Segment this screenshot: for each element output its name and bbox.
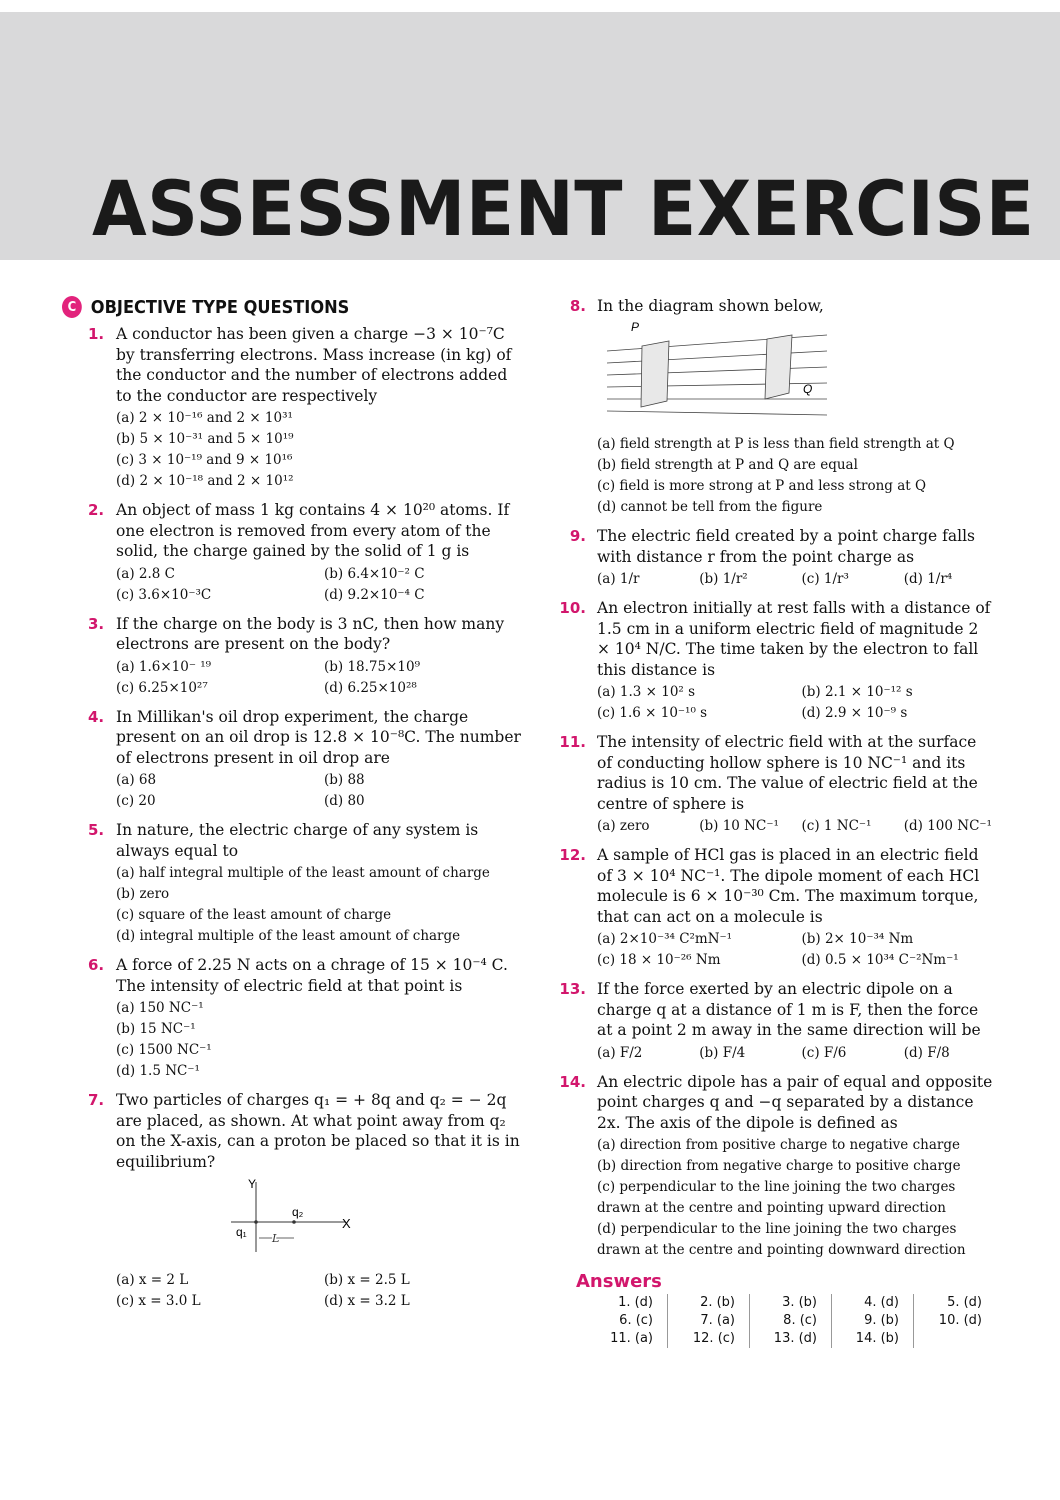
options [116,863,522,947]
answer-item: 6. (c) [619,1313,653,1328]
q1-charge-dot [254,1220,258,1224]
q2-label: q₂ [292,1205,304,1219]
option-a: (a) direction from positive charge to negative charge [597,1137,960,1153]
question-number: 2. [88,501,105,519]
question-3 [62,614,522,699]
options [116,657,522,699]
q2-charge-dot [292,1220,296,1224]
question-number: 9. [569,527,586,545]
options [597,929,996,971]
question-number: 14. [559,1072,586,1091]
option-a: (a) 1/r [597,571,640,587]
option-a: (a) 1.3 × 10² s [597,684,696,700]
option-d: (d) 80 [324,793,365,809]
answer-item: 3. (b) [782,1295,817,1310]
left-column [62,296,522,1320]
answers-grid [586,1294,996,1348]
option-b: (b) x = 2.5 L [324,1271,410,1288]
option-d: (d) 0.5 × 10³⁴ C⁻²Nm⁻¹ [801,952,959,968]
charges-axis-figure [116,1176,376,1256]
page-title: ASSESSMENT EXERCISE [92,164,1035,253]
option-a: (a) field strength at P is less than field strength at Q [597,436,955,452]
options [116,408,522,492]
question-7 [62,1090,522,1312]
option-a: (a) half integral multiple of the least amount of charge [116,865,490,881]
question-text: An object of mass 1 kg contains 4 × 10²⁰ atoms. If one electron is removed from every atom of the solid, the charge gained by the solid of 1 g is [116,501,510,560]
question-text: A force of 2.25 N acts on a chrage of 15 × 10⁻⁴ C. The intensity of electric field at that point is [116,956,508,995]
question-text: An electric dipole has a pair of equal and opposite point charges q and −q separated by a distance 2x. The axis of the dipole is defined as [597,1072,993,1132]
question-12 [556,845,996,971]
distance-label: L [272,1232,280,1245]
option-a: (a) x = 2 L [116,1271,189,1288]
question-text: The intensity of electric field with at the surface of conducting hollow sphere is 10 NC⁻¹ and its radius is 10 cm. The value of electric field at the centre of sphere is [597,733,978,813]
option-b: (b) 2.1 × 10⁻¹² s [801,684,913,700]
option-d: (d) cannot be tell from the figure [597,499,823,515]
option-a: (a) F/2 [597,1044,643,1061]
question-2 [62,500,522,606]
option-a: (a) 1.6×10⁻ ¹⁹ [116,658,212,675]
answer-item: 14. (b) [855,1331,899,1346]
option-c: (c) 3.6×10⁻³C [116,586,212,603]
option-a: (a) 150 NC⁻¹ [116,1000,204,1016]
question-text: In the diagram shown below, [597,297,824,315]
question-number: 12. [559,846,586,864]
section-c-icon: C [62,296,82,318]
right-column [556,296,996,1348]
question-6 [62,955,522,1082]
answer-item: 8. (c) [783,1313,817,1328]
option-c: (c) 1/r³ [801,571,849,587]
option-d: (d) integral multiple of the least amount of charge [116,928,461,944]
question-number: 5. [88,821,105,839]
answer-item: 2. (b) [700,1295,735,1310]
option-c: (c) 1.6 × 10⁻¹⁰ s [597,705,708,721]
field-lines-figure [597,321,837,421]
question-number: 1. [88,325,105,343]
option-c: (c) field is more strong at P and less strong at Q [597,478,927,494]
answers-column [832,1294,914,1348]
options [116,770,522,812]
y-axis-label: Y [248,1177,257,1191]
option-c: (c) 6.25×10²⁷ [116,679,208,696]
option-d: (d) 1.5 NC⁻¹ [116,1063,200,1079]
answer-item: 4. (d) [864,1295,899,1310]
question-9 [556,526,996,590]
q1-label: q₁ [236,1225,247,1239]
answer-item: 1. (d) [618,1295,653,1310]
options [116,564,522,606]
options [597,569,996,590]
option-b: (b) direction from negative charge to positive charge [597,1158,961,1174]
answer-item: 10. (d) [938,1313,982,1328]
option-b: (b) 88 [324,772,365,788]
section-heading [62,296,476,318]
option-b: (b) 5 × 10⁻³¹ and 5 × 10¹⁹ [116,431,294,447]
section-heading-text: OBJECTIVE TYPE QUESTIONS [90,296,350,318]
option-b: (b) zero [116,886,170,902]
question-number: 8. [569,297,586,315]
option-d: (d) 2.9 × 10⁻⁹ s [801,705,908,721]
question-4 [62,707,522,813]
question-text: In nature, the electric charge of any system is always equal to [116,821,479,860]
question-number: 6. [88,956,105,974]
option-c: (c) 20 [116,793,156,809]
options [597,1135,996,1261]
question-11 [556,732,996,837]
option-c: (c) 1 NC⁻¹ [801,818,872,834]
options [116,998,522,1082]
option-d: (d) 2 × 10⁻¹⁸ and 2 × 10¹² [116,473,294,489]
question-number: 11. [559,733,586,751]
option-d: (d) x = 3.2 L [324,1292,410,1309]
answer-item: 5. (d) [947,1295,982,1310]
option-a: (a) 2×10⁻³⁴ C²mN⁻¹ [597,931,733,947]
option-b: (b) F/4 [699,1044,746,1061]
option-d: (d) 100 NC⁻¹ [903,818,992,834]
option-b: (b) field strength at P and Q are equal [597,457,858,473]
option-d: (d) 9.2×10⁻⁴ C [324,586,425,603]
option-b: (b) 18.75×10⁹ [324,658,421,675]
option-a: (a) 2.8 C [116,565,175,582]
answer-item: 7. (a) [700,1313,735,1328]
question-number: 13. [559,980,586,998]
option-b: (b) 2× 10⁻³⁴ Nm [801,931,914,947]
question-text: A conductor has been given a charge −3 × 10⁻⁷C by transferring electrons. Mass increase (in kg) of the conductor and the number of electrons added to the conductor are respectively [116,325,512,405]
question-text: If the charge on the body is 3 nC, then how many electrons are present on the body? [116,614,505,653]
option-a: (a) zero [597,818,650,834]
question-text: If the force exerted by an electric dipole on a charge q at a distance of 1 m is F, then the force at a point 2 m away in the same direction will be [597,980,981,1039]
option-d: (d) 1/r⁴ [903,571,953,587]
option-d: (d) perpendicular to the line joining the two charges drawn at the centre and pointing downward direction [597,1221,966,1258]
option-c: (c) 3 × 10⁻¹⁹ and 9 × 10¹⁶ [116,452,293,468]
option-a: (a) 2 × 10⁻¹⁶ and 2 × 10³¹ [116,410,293,426]
title-banner [0,12,1060,260]
question-text: Two particles of charges q₁ = + 8q and q₂ = − 2q are placed, as shown. At what point away from q₂ on the X-axis, can a proton be placed so that it is in equilibrium? [116,1091,520,1171]
answer-item: 9. (b) [864,1313,899,1328]
answers-column [750,1294,832,1348]
question-number: 4. [88,707,105,726]
question-number: 7. [88,1091,105,1109]
option-c: (c) 1500 NC⁻¹ [116,1042,212,1058]
answers-column [668,1294,750,1348]
options [597,434,996,518]
answer-item: 11. (a) [610,1331,653,1346]
question-8 [556,296,996,518]
question-10 [556,598,996,724]
options [116,1270,522,1312]
answer-item: 13. (d) [773,1331,817,1346]
option-b: (b) 6.4×10⁻² C [324,565,425,582]
option-c: (c) square of the least amount of charge [116,907,392,923]
option-a: (a) 68 [116,772,157,788]
x-axis-label: X [342,1216,351,1231]
answers-column [914,1294,996,1348]
option-d: (d) F/8 [903,1044,950,1061]
options [597,682,996,724]
question-5 [62,820,522,947]
question-number: 3. [88,614,105,633]
point-p-label: P [631,320,640,334]
answer-item: 12. (c) [692,1331,735,1346]
question-text: In Millikan's oil drop experiment, the charge present on an oil drop is 12.8 × 10⁻⁸C. The number of electrons present in oil drop are [116,707,521,767]
option-c: (c) F/6 [801,1044,847,1061]
option-b: (b) 15 NC⁻¹ [116,1021,196,1037]
question-text: The electric field created by a point charge falls with distance r from the point charge as [597,527,975,566]
options [597,1043,996,1064]
answers-column [586,1294,668,1348]
options [597,816,996,837]
option-c: (c) perpendicular to the line joining the two charges drawn at the centre and pointing upward direction [597,1179,956,1216]
question-13 [556,979,996,1064]
question-text: An electron initially at rest falls with a distance of 1.5 cm in a uniform electric field of magnitude 2 × 10⁴ N/C. The time taken by the electron to fall this distance is [597,599,991,679]
option-b: (b) 1/r² [699,571,748,587]
option-c: (c) 18 × 10⁻²⁶ Nm [597,952,721,968]
answers-title: Answers [576,1271,662,1292]
question-14 [556,1072,996,1262]
question-number: 10. [559,599,586,617]
option-c: (c) x = 3.0 L [116,1292,201,1309]
option-b: (b) 10 NC⁻¹ [699,818,779,834]
option-d: (d) 6.25×10²⁸ [324,679,417,696]
question-1 [62,324,522,492]
point-q-label: Q [803,381,813,396]
question-text: A sample of HCl gas is placed in an electric field of 3 × 10⁴ NC⁻¹. The dipole moment of each HCl molecule is 6 × 10⁻³⁰ Cm. The maximum torque, that can act on a molecule is [597,846,980,926]
